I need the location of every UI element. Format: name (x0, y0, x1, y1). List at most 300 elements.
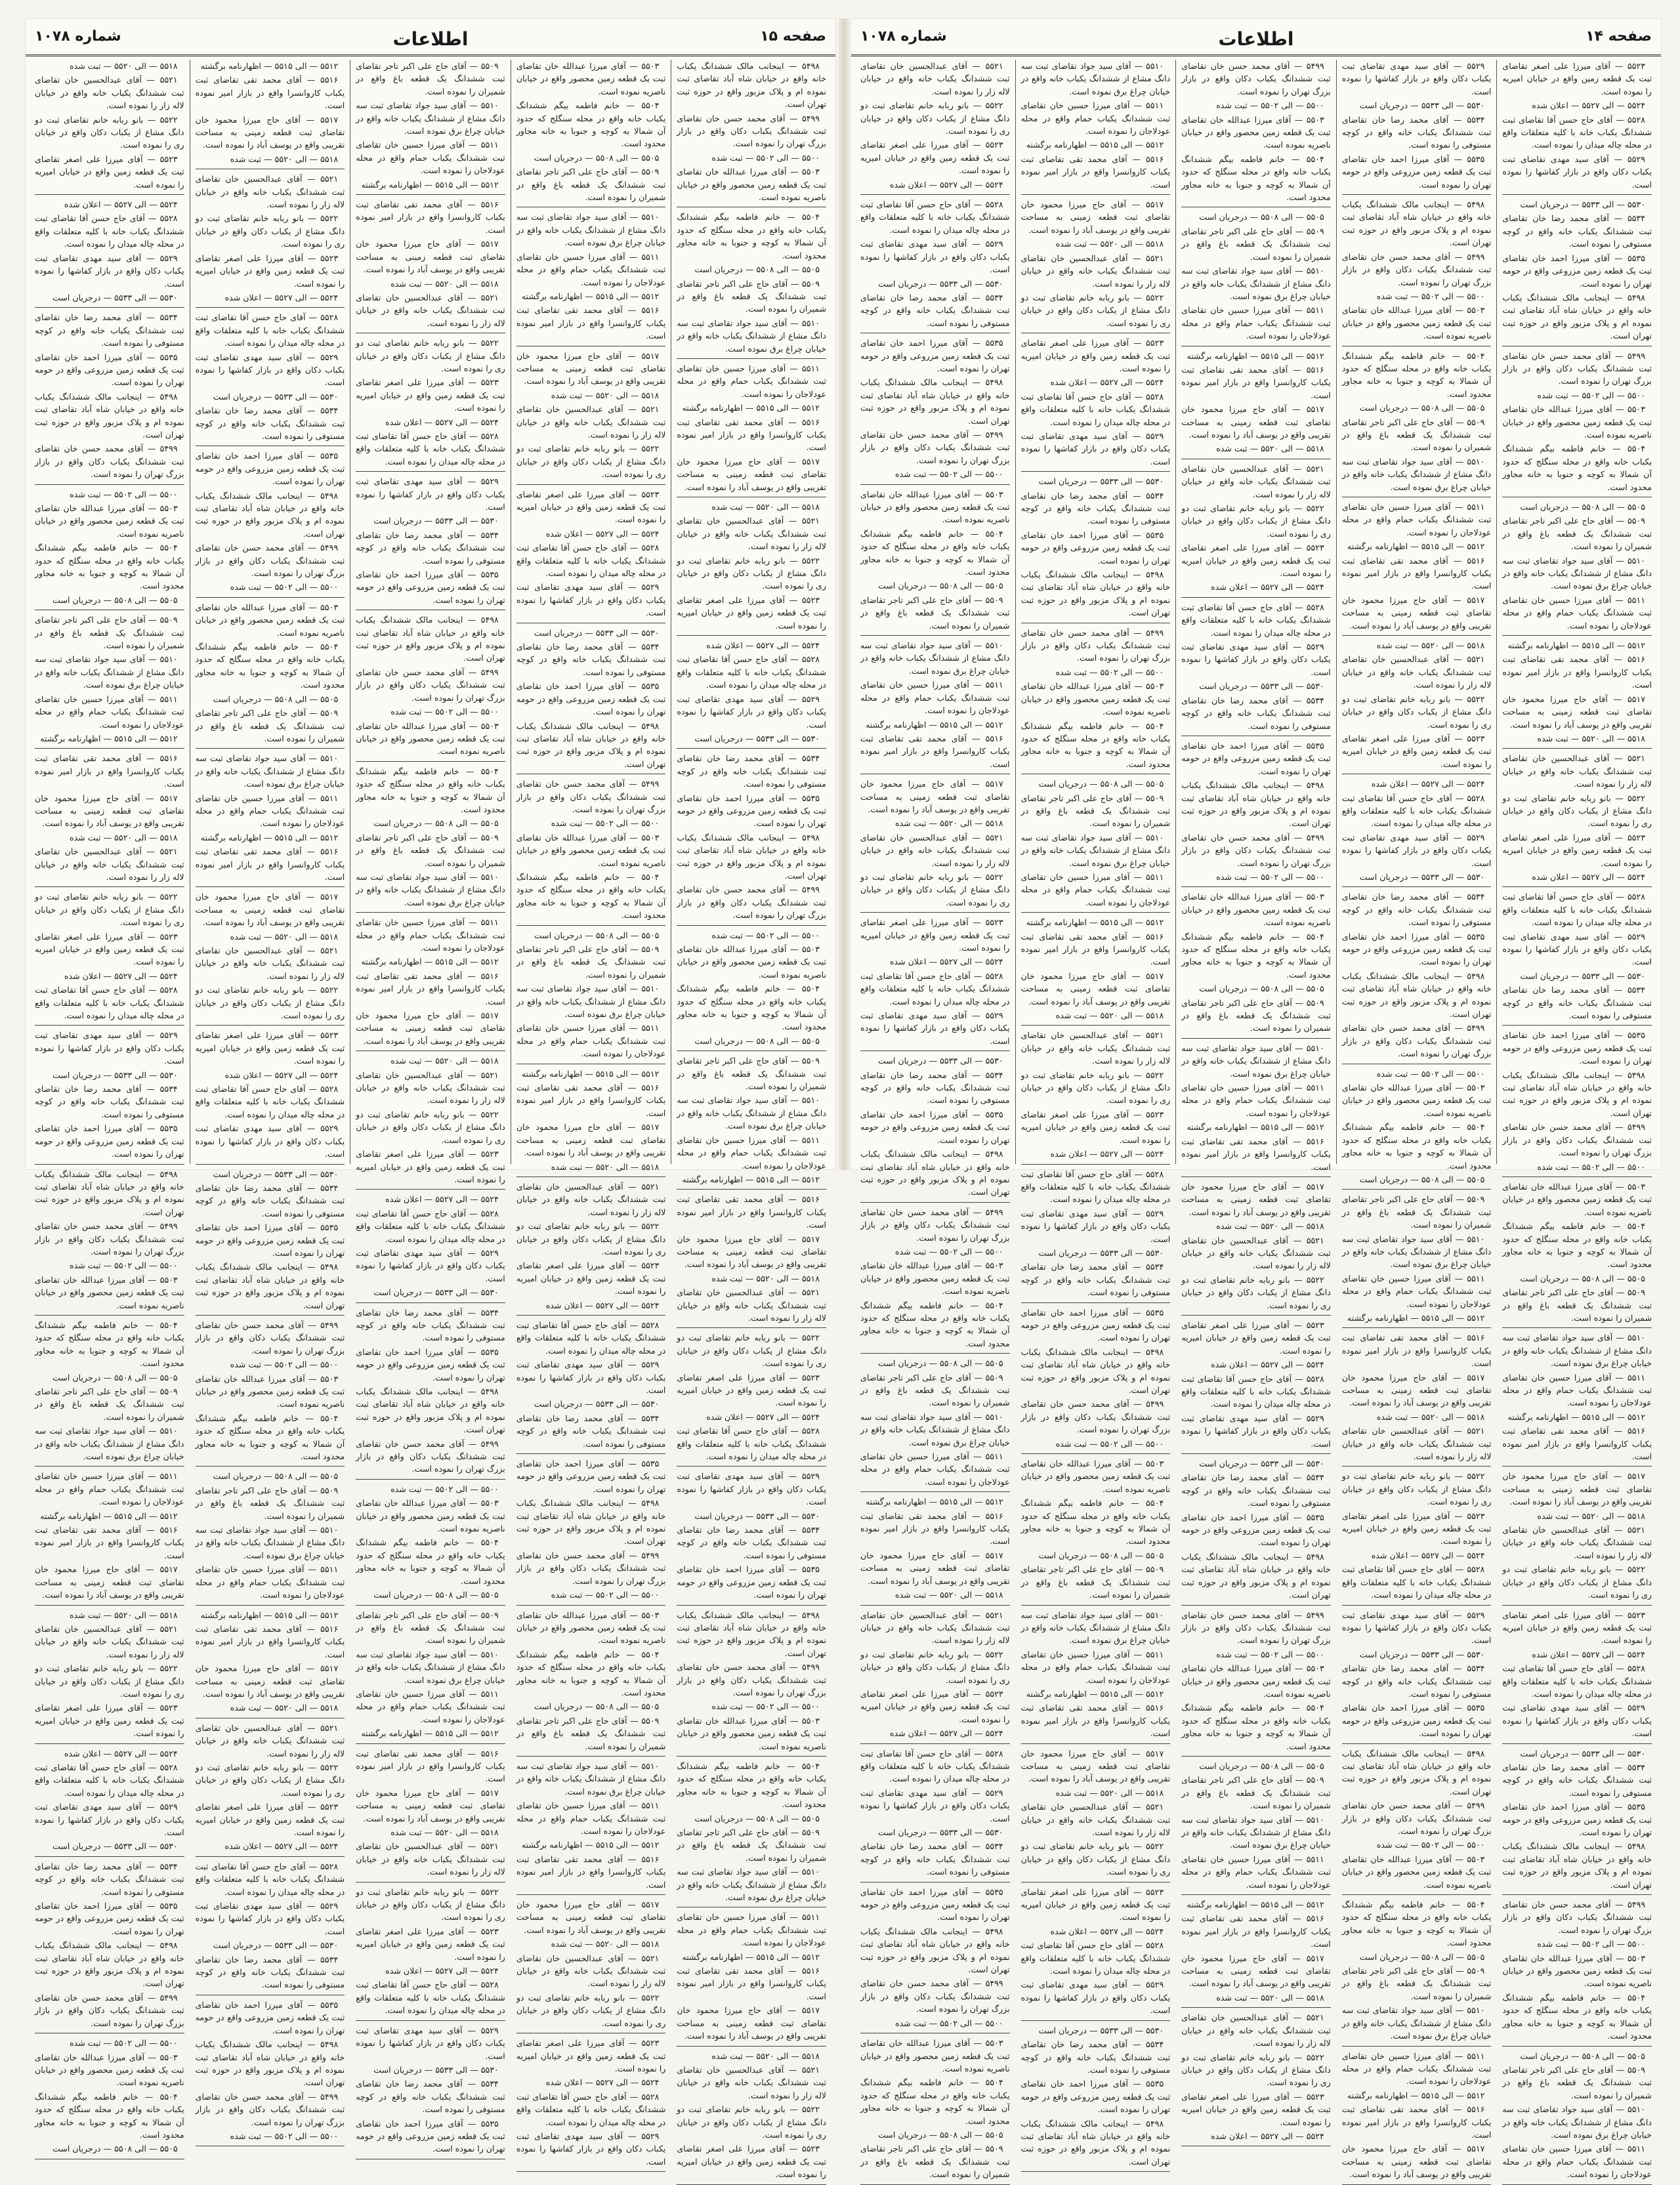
column-rule (677, 748, 826, 749)
notice-paragraph: ۵۵۱۶ — آقای محمد تقی تقاضای ثبت یکباب کاروانسرا واقع در بازار امیر نموده است. (195, 1623, 345, 1659)
notice-paragraph: ۵۵۲۹ — آقای سید مهدی تقاضای ثبت یکباب دکان واقع در بازار کفاشها را نموده است. (195, 1901, 345, 1936)
notice-paragraph: ۵۵۲۸ — آقای حاج حسن آقا تقاضای ثبت ششدانگ یکباب خانه با کلیه متعلقات واقع در محله چاله میدان را نموده است. (860, 199, 1010, 235)
notice-paragraph: ۵۵۱۷ — آقای حاج میرزا محمود خان تقاضای ثبت قطعه زمینی به مساحت تقریبی واقع در یوسف آباد را نموده است. (677, 2005, 826, 2041)
notice-paragraph: ۵۵۲۳ — آقای میرزا علی اصغر تقاضای ثبت یک قطعه زمین واقع در خیابان امیریه را نموده است. (356, 377, 505, 413)
notice-paragraph: ۵۵۲۴ — الی ۵۵۲۷ — اعلان شده (1211, 2131, 1324, 2141)
column-rule (35, 307, 184, 308)
notice-paragraph: ۵۵۳۵ — آقای میرزا احمد خان تقاضای ثبت یک قطعه زمین مزروعی واقع در حومه تهران را نموده است. (860, 338, 1010, 373)
notice-paragraph: ۵۵۲۳ — آقای میرزا علی اصغر تقاضای ثبت یک قطعه زمین واقع در خیابان امیریه را نموده است. (677, 1372, 826, 1408)
column-rule (196, 1856, 345, 1857)
notice-paragraph: ۵۵۱۲ — الی ۵۵۱۵ — اظهارنامه برگشته (682, 403, 820, 413)
notice-paragraph: ۵۵۱۸ — الی ۵۵۲۰ — ثبت شده (711, 502, 820, 512)
notice-paragraph: ۵۵۲۴ — الی ۵۵۲۷ — اعلان شده (64, 970, 178, 981)
notice-paragraph: ۵۴۹۹ — آقای محمد حسن خان تقاضای ثبت ششدانگ یکباب دکان واقع در بازار بزرگ تهران را نموده است. (35, 444, 184, 480)
notice-paragraph: ۵۵۱۶ — آقای محمد تقی تقاضای ثبت یکباب کاروانسرا واقع در بازار امیر نموده است. (1502, 654, 1652, 690)
notice-paragraph: ۵۵۱۷ — آقای حاج میرزا محمود خان تقاضای ثبت قطعه زمینی به مساحت تقریبی واقع در یوسف آباد را نموده است. (1020, 199, 1171, 235)
notice-paragraph: ۵۵۲۳ — آقای میرزا علی اصغر تقاضای ثبت یک قطعه زمین واقع در خیابان امیریه را نموده است. (1341, 733, 1492, 769)
notice-paragraph: ۵۵۰۰ — الی ۵۵۰۲ — ثبت شده (551, 1590, 660, 1600)
notice-paragraph: ۵۵۰۰ — الی ۵۵۰۲ — ثبت شده (390, 1484, 499, 1494)
notice-paragraph: ۵۵۲۸ — آقای حاج حسن آقا تقاضای ثبت ششدانگ یکباب خانه با کلیه متعلقات واقع در محله چاله میدان را نموده است. (516, 543, 666, 579)
notice-paragraph: ۵۵۱۸ — الی ۵۵۲۰ — ثبت شده (711, 1273, 820, 1283)
notice-paragraph: ۵۵۱۶ — آقای محمد تقی تقاضای ثبت یکباب کاروانسرا واقع در بازار امیر نموده است. (516, 305, 666, 341)
notice-paragraph: ۵۵۲۳ — آقای میرزا علی اصغر تقاضای ثبت یک قطعه زمین واقع در خیابان امیریه را نموده است. (677, 594, 826, 631)
notice-paragraph: ۵۵۲۱ — آقای عبدالحسین خان تقاضای ثبت ششدانگ یکباب خانه واقع در خیابان لاله زار را نموده است. (1020, 1802, 1171, 1837)
column-rule (35, 1466, 184, 1467)
column-text (677, 60, 826, 2185)
notice-paragraph: ۵۵۱۲ — الی ۵۵۱۵ — اظهارنامه برگشته (1026, 917, 1164, 928)
notice-paragraph: ۵۵۲۳ — آقای میرزا علی اصغر تقاضای ثبت یک قطعه زمین واقع در خیابان امیریه را نموده است. (1181, 2091, 1331, 2127)
notice-paragraph: ۵۵۳۰ — الی ۵۵۳۳ — درجریان است (1359, 871, 1485, 882)
column-rule (1342, 1327, 1492, 1328)
notice-paragraph: ۵۵۱۱ — آقای میرزا حسین خان تقاضای ثبت ششدانگ یکباب حمام واقع در محله عودلاجان را نموده است. (195, 793, 345, 829)
notice-paragraph: ۵۵۱۷ — آقای حاج میرزا محمود خان تقاضای ثبت قطعه زمینی به مساحت تقریبی واقع در یوسف آباد را نموده است. (356, 239, 505, 275)
notice-paragraph: ۵۵۰۳ — آقای میرزا عبدالله خان تقاضای ثبت یک قطعه زمین محصور واقع در خیابان ناصریه نموده است. (1181, 114, 1331, 150)
notice-paragraph: ۵۵۳۰ — الی ۵۵۳۳ — درجریان است (213, 1940, 339, 1951)
notice-paragraph: ۵۵۱۲ — الی ۵۵۱۵ — اظهارنامه برگشته (361, 957, 499, 967)
notice-paragraph: ۵۵۳۰ — الی ۵۵۳۳ — درجریان است (213, 1169, 339, 1179)
notice-paragraph: ۵۵۲۴ — الی ۵۵۲۷ — اعلان شده (545, 2077, 660, 2088)
notice-paragraph: ۵۵۳۴ — آقای محمد رضا خان تقاضای ثبت ششدانگ یکباب خانه واقع در کوچه مستوفی را نموده است. (35, 312, 184, 348)
notice-paragraph: ۵۵۲۹ — آقای سید مهدی تقاضای ثبت یکباب دکان واقع در بازار کفاشها را نموده است. (677, 1471, 826, 1507)
notice-paragraph: ۵۴۹۹ — آقای محمد حسن خان تقاضای ثبت ششدانگ یکباب دکان واقع در بازار بزرگ تهران را نموده است. (195, 1320, 345, 1356)
notice-paragraph: ۵۵۰۴ — خانم فاطمه بیگم ششدانگ یکباب خانه واقع در محله سنگلج که حدود آن شمالا به کوچه و جنوبا به خانه مجاور محدود است. (860, 1300, 1010, 1348)
column-text (516, 60, 666, 2172)
notice-paragraph: ۵۵۰۵ — الی ۵۵۰۸ — درجریان است (373, 1590, 499, 1600)
notice-paragraph: ۵۵۰۹ — آقای حاج علی اکبر تاجر تقاضای ثبت ششدانگ یک قطعه باغ واقع در شمیران را نموده است. (1020, 1564, 1171, 1600)
notice-paragraph: ۵۴۹۹ — آقای محمد حسن خان تقاضای ثبت ششدانگ یکباب دکان واقع در بازار بزرگ تهران را نموده است. (677, 1662, 826, 1697)
notice-paragraph: ۵۵۳۰ — الی ۵۵۳۳ — درجریان است (52, 1070, 178, 1080)
notice-paragraph: ۵۵۲۲ — بانو ربابه خانم تقاضای ثبت دو دانگ مشاع از یکباب دکان واقع در خیابان ری را نموده است. (356, 1886, 505, 1923)
notice-paragraph: ۵۵۳۰ — الی ۵۵۳۳ — درجریان است (534, 627, 660, 638)
notice-paragraph: ۵۵۰۵ — الی ۵۵۰۸ — درجریان است (1359, 403, 1485, 413)
notice-paragraph: ۵۵۰۴ — خانم فاطمه بیگم ششدانگ یکباب خانه واقع در محله سنگلج که حدود آن شمالا به کوچه و جنوبا به خانه مجاور محدود است. (860, 2077, 1010, 2126)
column-rule (1021, 1882, 1171, 1883)
column-rule (196, 1605, 345, 1606)
notice-paragraph: ۵۵۳۵ — آقای میرزا احمد خان تقاضای ثبت یک قطعه زمین مزروعی واقع در حومه تهران را نموده است. (35, 1901, 184, 1936)
column-rule (677, 1466, 826, 1467)
notice-paragraph: ۵۵۱۶ — آقای محمد تقی تقاضای ثبت یکباب کاروانسرا واقع در بازار امیر نموده است. (1502, 1426, 1652, 1462)
notice-paragraph: ۵۵۲۱ — آقای عبدالحسین خان تقاضای ثبت ششدانگ یکباب خانه واقع در خیابان لاله زار را نموده است. (677, 2064, 826, 2100)
notice-paragraph: ۵۵۰۳ — آقای میرزا عبدالله خان تقاضای ثبت یک قطعه زمین محصور واقع در خیابان ناصریه نموده است. (516, 61, 666, 96)
column-rule (677, 1189, 826, 1190)
notice-paragraph: ۵۵۳۵ — آقای میرزا احمد خان تقاضای ثبت یک قطعه زمین مزروعی واقع در حومه تهران را نموده است. (1341, 154, 1492, 190)
notice-paragraph: ۵۵۱۱ — آقای میرزا حسین خان تقاضای ثبت ششدانگ یکباب حمام واقع در محله عودلاجان را نموده است. (677, 1134, 826, 1171)
notice-paragraph: ۵۵۰۹ — آقای حاج علی اکبر تاجر تقاضای ثبت ششدانگ یک قطعه باغ واقع در شمیران را نموده است. (516, 1715, 666, 1751)
notice-paragraph: ۵۴۹۸ — اینجانب مالک ششدانگ یکباب خانه واقع در خیابان شاه آباد تقاضای ثبت نموده ام و پلاک مزبور واقع در حوزه ثبت تهران است. (195, 490, 345, 539)
notice-paragraph: ۵۵۰۰ — الی ۵۵۰۲ — ثبت شده (1216, 871, 1324, 882)
notice-paragraph: ۵۵۰۵ — الی ۵۵۰۸ — درجریان است (534, 1701, 660, 1712)
notice-paragraph: ۵۵۲۴ — الی ۵۵۲۷ — اعلان شده (545, 528, 660, 539)
notice-paragraph: ۵۵۲۹ — آقای سید مهدی تقاضای ثبت یکباب دکان واقع در بازار کفاشها را نموده است. (1341, 1610, 1492, 1646)
column-rule (1502, 1176, 1652, 1177)
notice-paragraph: ۵۵۱۲ — الی ۵۵۱۵ — اظهارنامه برگشته (361, 179, 499, 190)
notice-paragraph: ۵۵۳۵ — آقای میرزا احمد خان تقاضای ثبت یک قطعه زمین مزروعی واقع در حومه تهران را نموده است. (1181, 740, 1331, 776)
notice-paragraph: ۵۵۰۰ — الی ۵۵۰۲ — ثبت شده (1055, 1438, 1164, 1449)
notice-paragraph: ۵۵۱۰ — آقای سید جواد تقاضای ثبت سه دانگ مشاع از ششدانگ یکباب خانه واقع در خیابان چراغ برق نموده است. (35, 654, 184, 690)
notice-paragraph: ۵۵۳۰ — الی ۵۵۳۳ — درجریان است (694, 733, 820, 743)
column-rule (1181, 1453, 1331, 1454)
column-rule (1342, 1189, 1492, 1190)
notice-paragraph: ۵۵۱۰ — آقای سید جواد تقاضای ثبت سه دانگ مشاع از ششدانگ یکباب خانه واقع در خیابان چراغ برق نموده است. (1181, 1043, 1331, 1079)
column-rule (35, 1025, 184, 1026)
notice-paragraph: ۵۵۳۴ — آقای محمد رضا خان تقاضای ثبت ششدانگ یکباب خانه واقع در کوچه مستوفی را نموده است. (677, 1525, 826, 1560)
notice-paragraph: ۵۵۲۴ — الی ۵۵۲۷ — اعلان شده (1211, 1360, 1324, 1370)
notice-paragraph: ۵۵۱۲ — الی ۵۵۱۵ — اظهارنامه برگشته (1347, 1312, 1485, 1323)
notice-paragraph: ۵۵۰۴ — خانم فاطمه بیگم ششدانگ یکباب خانه واقع در محله سنگلج که حدود آن شمالا به کوچه و جنوبا به خانه مجاور محدود است. (356, 1537, 505, 1586)
notice-paragraph: ۵۴۹۹ — آقای محمد حسن خان تقاضای ثبت ششدانگ یکباب دکان واقع در بازار بزرگ تهران را نموده است. (860, 1207, 1010, 1243)
notice-paragraph: ۵۵۱۶ — آقای محمد تقی تقاضای ثبت یکباب کاروانسرا واقع در بازار امیر نموده است. (860, 733, 1010, 769)
notice-paragraph: ۵۵۲۸ — آقای حاج حسن آقا تقاضای ثبت ششدانگ یکباب خانه با کلیه متعلقات واقع در محله چاله میدان را نموده است. (195, 1861, 345, 1897)
notice-paragraph: ۵۵۳۵ — آقای میرزا احمد خان تقاضای ثبت یک قطعه زمین مزروعی واقع در حومه تهران را نموده است. (195, 451, 345, 487)
column-rule (196, 748, 345, 749)
notice-paragraph: ۵۵۲۲ — بانو ربابه خانم تقاضای ثبت دو دانگ مشاع از یکباب دکان واقع در خیابان ری را نموده است. (1341, 694, 1492, 730)
notice-paragraph: ۵۵۱۶ — آقای محمد تقی تقاضای ثبت یکباب کاروانسرا واقع در بازار امیر نموده است. (195, 846, 345, 882)
notice-paragraph: ۵۴۹۹ — آقای محمد حسن خان تقاضای ثبت ششدانگ یکباب دکان واقع در بازار بزرگ تهران را نموده است. (356, 667, 505, 703)
notice-paragraph: ۵۵۲۳ — آقای میرزا علی اصغر تقاضای ثبت یک قطعه زمین واقع در خیابان امیریه را نموده است. (1502, 1610, 1652, 1646)
column-rule (356, 761, 505, 762)
column-rule (196, 886, 345, 887)
notice-paragraph: ۵۵۱۰ — آقای سید جواد تقاضای ثبت سه دانگ مشاع از ششدانگ یکباب خانه واقع در خیابان چراغ برق نموده است. (677, 1867, 826, 1903)
notice-paragraph: ۵۵۳۴ — آقای محمد رضا خان تقاضای ثبت ششدانگ یکباب خانه واقع در کوچه مستوفی را نموده است. (1341, 114, 1492, 150)
notice-paragraph: ۵۵۳۰ — الی ۵۵۳۳ — درجریان است (878, 1056, 1003, 1066)
notice-paragraph: ۵۵۲۸ — آقای حاج حسن آقا تقاضای ثبت ششدانگ یکباب خانه با کلیه متعلقات واقع در محله چاله میدان را نموده است. (1020, 1940, 1171, 1976)
column-rule (35, 1605, 184, 1606)
notice-paragraph: ۵۵۳۴ — آقای محمد رضا خان تقاضای ثبت ششدانگ یکباب خانه واقع در کوچه مستوفی را نموده است. (860, 1070, 1010, 1106)
column-rule (1181, 886, 1331, 887)
notice-paragraph: ۵۵۳۵ — آقای میرزا احمد خان تقاضای ثبت یک قطعه زمین مزروعی واقع در حومه تهران را نموده است. (195, 1222, 345, 1258)
column-text (196, 60, 345, 2146)
column-set (855, 60, 1657, 2180)
notice-paragraph: ۵۵۲۹ — آقای سید مهدی تقاضای ثبت یکباب دکان واقع در بازار کفاشها را نموده است. (1181, 642, 1331, 677)
column-rule (677, 358, 826, 359)
notice-paragraph: ۵۵۰۴ — خانم فاطمه بیگم ششدانگ یکباب خانه واقع در محله سنگلج که حدود آن شمالا به کوچه و جنوبا به خانه مجاور محدود است. (1341, 1122, 1492, 1171)
notice-paragraph: ۵۵۲۲ — بانو ربابه خانم تقاضای ثبت دو دانگ مشاع از یکباب دکان واقع در خیابان ری را نموده است. (860, 871, 1010, 907)
notice-paragraph: ۵۵۰۳ — آقای میرزا عبدالله خان تقاضای ثبت یک قطعه زمین محصور واقع در خیابان ناصریه نموده است. (1341, 1854, 1492, 1890)
notice-paragraph: ۵۵۰۹ — آقای حاج علی اکبر تاجر تقاضای ثبت ششدانگ یک قطعه باغ واقع در شمیران را نموده است. (356, 1610, 505, 1646)
notice-paragraph: ۵۵۱۱ — آقای میرزا حسین خان تقاضای ثبت ششدانگ یکباب حمام واقع در محله عودلاجان را نموده است. (356, 140, 505, 176)
notice-paragraph: ۵۵۳۵ — آقای میرزا احمد خان تقاضای ثبت یک قطعه زمین مزروعی واقع در حومه تهران را نموده است. (860, 1109, 1010, 1145)
notice-paragraph: ۵۵۱۱ — آقای میرزا حسین خان تقاضای ثبت ششدانگ یکباب حمام واقع در محله عودلاجان را نموده است. (677, 1912, 826, 1948)
notice-paragraph: ۵۵۱۱ — آقای میرزا حسین خان تقاضای ثبت ششدانگ یکباب حمام واقع در محله عودلاجان را نموده است. (1020, 871, 1171, 907)
column-rule (1342, 2184, 1492, 2185)
notice-paragraph: ۵۵۱۲ — الی ۵۵۱۵ — اظهارنامه برگشته (1507, 1411, 1645, 1422)
notice-paragraph: ۵۵۱۷ — آقای حاج میرزا محمود خان تقاضای ثبت قطعه زمینی به مساحت تقریبی واقع در یوسف آباد را نموده است. (1020, 1748, 1171, 1784)
notice-paragraph: ۵۵۳۵ — آقای میرزا احمد خان تقاضای ثبت یک قطعه زمین مزروعی واقع در حومه تهران را نموده است. (516, 681, 666, 717)
notice-paragraph: ۵۵۰۵ — الی ۵۵۰۸ — درجریان است (52, 594, 178, 605)
notice-paragraph: ۵۵۲۹ — آقای سید مهدی تقاضای ثبت یکباب دکان واقع در بازار کفاشها را نموده است. (1020, 1980, 1171, 2016)
notice-paragraph: ۵۵۳۵ — آقای میرزا احمد خان تقاضای ثبت یک قطعه زمین مزروعی واقع در حومه تهران را نموده است. (1181, 1512, 1331, 1548)
notice-paragraph: ۵۵۰۵ — الی ۵۵۰۸ — درجریان است (52, 2144, 178, 2154)
notice-paragraph: ۵۵۲۸ — آقای حاج حسن آقا تقاضای ثبت ششدانگ یکباب خانه با کلیه متعلقات واقع در محله چاله میدان را نموده است. (1181, 602, 1331, 638)
notice-paragraph: ۵۵۰۹ — آقای حاج علی اکبر تاجر تقاضای ثبت ششدانگ یک قطعه باغ واقع در شمیران را نموده است. (1181, 997, 1331, 1033)
column-rule (1021, 1453, 1171, 1454)
column-text (860, 60, 1010, 2185)
notice-paragraph: ۵۴۹۸ — اینجانب مالک ششدانگ یکباب خانه واقع در خیابان شاه آباد تقاضای ثبت نموده ام و پلاک مزبور واقع در حوزه ثبت تهران است. (1502, 1841, 1652, 1890)
notice-paragraph: ۵۵۲۲ — بانو ربابه خانم تقاضای ثبت دو دانگ مشاع از یکباب دکان واقع در خیابان ری را نموده است. (1502, 793, 1652, 829)
notice-paragraph: ۵۵۰۳ — آقای میرزا عبدالله خان تقاضای ثبت یک قطعه زمین محصور واقع در خیابان ناصریه نموده است. (1502, 1181, 1652, 1217)
notice-paragraph: ۵۵۱۲ — الی ۵۵۱۵ — اظهارنامه برگشته (200, 1610, 339, 1620)
notice-paragraph: ۵۵۲۲ — بانو ربابه خانم تقاضای ثبت دو دانگ مشاع از یکباب دکان واقع در خیابان ری را نموده است. (1181, 1274, 1331, 1310)
notice-paragraph: ۵۵۲۱ — آقای عبدالحسین خان تقاضای ثبت ششدانگ یکباب خانه واقع در خیابان لاله زار را نموده است. (35, 846, 184, 882)
notice-paragraph: ۵۵۰۳ — آقای میرزا عبدالله خان تقاضای ثبت یک قطعه زمین محصور واقع در خیابان ناصریه نموده است. (195, 602, 345, 638)
notice-paragraph: ۵۵۱۰ — آقای سید جواد تقاضای ثبت سه دانگ مشاع از ششدانگ یکباب خانه واقع در خیابان چراغ برق نموده است. (195, 1525, 345, 1560)
column-rule (35, 1743, 184, 1744)
notice-paragraph: ۵۵۰۰ — الی ۵۵۰۲ — ثبت شده (230, 2131, 339, 2141)
notice-paragraph: ۵۵۲۹ — آقای سید مهدی تقاضای ثبت یکباب دکان واقع در بازار کفاشها را نموده است. (195, 352, 345, 388)
notice-paragraph: ۵۵۲۹ — آقای سید مهدی تقاضای ثبت یکباب دکان واقع در بازار کفاشها را نموده است. (356, 476, 505, 512)
notice-paragraph: ۵۵۱۲ — الی ۵۵۱۵ — اظهارنامه برگشته (521, 291, 660, 301)
notice-paragraph: ۵۵۲۱ — آقای عبدالحسین خان تقاضای ثبت ششدانگ یکباب خانه واقع در خیابان لاله زار را نموده است. (35, 75, 184, 111)
notice-paragraph: ۵۵۲۱ — آقای عبدالحسین خان تقاضای ثبت ششدانگ یکباب خانه واقع در خیابان لاله زار را نموده است. (516, 1953, 666, 1989)
notice-paragraph: ۵۵۰۴ — خانم فاطمه بیگم ششدانگ یکباب خانه واقع در محله سنگلج که حدود آن شمالا به کوچه و جنوبا به خانه مجاور محدود است. (1502, 444, 1652, 492)
notice-paragraph: ۵۵۰۵ — الی ۵۵۰۸ — درجریان است (694, 264, 820, 275)
notice-paragraph: ۵۵۱۸ — الی ۵۵۲۰ — ثبت شده (711, 2050, 820, 2061)
notice-paragraph: ۵۵۳۴ — آقای محمد رضا خان تقاضای ثبت ششدانگ یکباب خانه واقع در کوچه مستوفی را نموده است. (677, 753, 826, 789)
notice-paragraph: ۵۵۳۵ — آقای میرزا احمد خان تقاضای ثبت یک قطعه زمین مزروعی واقع در حومه تهران را نموده است. (1502, 1802, 1652, 1837)
notice-paragraph: ۵۵۲۹ — آقای سید مهدی تقاضای ثبت یکباب دکان واقع در بازار کفاشها را نموده است. (516, 2131, 666, 2167)
notice-paragraph: ۵۵۲۹ — آقای سید مهدی تقاضای ثبت یکباب دکان واقع در بازار کفاشها را نموده است. (1341, 832, 1492, 868)
column-rule (1502, 1605, 1652, 1606)
column-rule (1502, 748, 1652, 749)
notice-paragraph: ۵۴۹۹ — آقای محمد حسن خان تقاضای ثبت ششدانگ یکباب دکان واقع در بازار بزرگ تهران را نموده است. (356, 1438, 505, 1474)
notice-paragraph: ۵۵۰۵ — الی ۵۵۰۸ — درجریان است (878, 581, 1003, 591)
notice-paragraph: ۵۵۱۲ — الی ۵۵۱۵ — اظهارنامه برگشته (682, 1174, 820, 1184)
column-rule (35, 194, 184, 195)
column-rule (356, 2020, 505, 2021)
notice-paragraph: ۵۵۱۱ — آقای میرزا حسین خان تقاضای ثبت ششدانگ یکباب حمام واقع در محله عودلاجان را نموده است. (516, 1023, 666, 1059)
notice-paragraph: ۵۵۲۴ — الی ۵۵۲۷ — اعلان شده (224, 292, 339, 302)
notice-paragraph: ۵۵۲۴ — الی ۵۵۲۷ — اعلان شده (889, 957, 1003, 967)
column-rule (516, 1453, 666, 1454)
column-rule (1181, 597, 1331, 598)
notice-paragraph: ۵۵۱۱ — آقای میرزا حسین خان تقاضای ثبت ششدانگ یکباب حمام واقع در محله عودلاجان را نموده است. (860, 680, 1010, 716)
notice-paragraph: ۵۵۱۸ — الی ۵۵۲۰ — ثبت شده (1537, 733, 1645, 743)
column-text (1502, 60, 1652, 2185)
notice-paragraph: ۵۵۳۴ — آقای محمد رضا خان تقاضای ثبت ششدانگ یکباب خانه واقع در کوچه مستوفی را نموده است. (356, 530, 505, 566)
notice-paragraph: ۵۵۳۴ — آقای محمد رضا خان تقاضای ثبت ششدانگ یکباب خانه واقع در کوچه مستوفی را نموده است. (35, 1861, 184, 1897)
notice-paragraph: ۵۵۰۴ — خانم فاطمه بیگم ششدانگ یکباب خانه واقع در محله سنگلج که حدود آن شمالا به کوچه و جنوبا به خانه مجاور محدود است. (1181, 931, 1331, 980)
column-rule (356, 1302, 505, 1303)
notice-paragraph: ۵۵۰۳ — آقای میرزا عبدالله خان تقاضای ثبت یک قطعه زمین محصور واقع در خیابان ناصریه نموده است. (35, 1274, 184, 1310)
notice-paragraph: ۵۵۳۰ — الی ۵۵۳۳ — درجریان است (373, 516, 499, 526)
notice-paragraph: ۵۵۲۸ — آقای حاج حسن آقا تقاضای ثبت ششدانگ یکباب خانه با کلیه متعلقات واقع در محله چاله میدان را نموده است. (1502, 892, 1652, 928)
column-rule (516, 925, 666, 926)
notice-paragraph: ۵۵۱۶ — آقای محمد تقی تقاضای ثبت یکباب کاروانسرا واقع در بازار امیر نموده است. (195, 75, 345, 111)
notice-paragraph: ۵۵۳۴ — آقای محمد رضا خان تقاضای ثبت ششدانگ یکباب خانه واقع در کوچه مستوفی را نموده است. (1181, 1472, 1331, 1509)
notice-paragraph: ۵۵۲۸ — آقای حاج حسن آقا تقاضای ثبت ششدانگ یکباب خانه با کلیه متعلقات واقع در محله چاله میدان را نموده است. (860, 1748, 1010, 1784)
notice-paragraph: ۵۵۳۰ — الی ۵۵۳۳ — درجریان است (878, 278, 1003, 289)
notice-paragraph: ۵۴۹۸ — اینجانب مالک ششدانگ یکباب خانه واقع در خیابان شاه آباد تقاضای ثبت نموده ام و پلاک مزبور واقع در حوزه ثبت تهران است. (677, 832, 826, 881)
notice-paragraph: ۵۵۰۴ — خانم فاطمه بیگم ششدانگ یکباب خانه واقع در محله سنگلج که حدود آن شمالا به کوچه و جنوبا به خانه مجاور محدود است. (860, 528, 1010, 577)
notice-paragraph: ۵۵۰۰ — الی ۵۵۰۲ — ثبت شده (1216, 1649, 1324, 1659)
column-rule (1021, 1302, 1171, 1303)
notice-paragraph: ۵۵۳۴ — آقای محمد رضا خان تقاضای ثبت ششدانگ یکباب خانه واقع در کوچه مستوفی را نموده است. (1502, 1762, 1652, 1798)
notice-paragraph: ۵۵۳۵ — آقای میرزا احمد خان تقاضای ثبت یک قطعه زمین مزروعی واقع در حومه تهران را نموده است. (356, 570, 505, 605)
notice-paragraph: ۵۵۱۱ — آقای میرزا حسین خان تقاضای ثبت ششدانگ یکباب حمام واقع در محله عودلاجان را نموده است. (1502, 1372, 1652, 1408)
notice-paragraph: ۵۵۱۶ — آقای محمد تقی تقاضای ثبت یکباب کاروانسرا واقع در بازار امیر نموده است. (516, 1083, 666, 1118)
notice-paragraph: ۵۵۰۵ — الی ۵۵۰۸ — درجریان است (1520, 502, 1645, 512)
column-rule (1342, 886, 1492, 887)
notice-paragraph: ۵۴۹۸ — اینجانب مالک ششدانگ یکباب خانه واقع در خیابان شاه آباد تقاضای ثبت نموده ام و پلاک مزبور واقع در حوزه ثبت تهران است. (356, 615, 505, 663)
notice-paragraph: ۵۵۲۳ — آقای میرزا علی اصغر تقاضای ثبت یک قطعه زمین واقع در خیابان امیریه را نموده است. (860, 140, 1010, 176)
notice-paragraph: ۵۵۱۷ — آقای حاج میرزا محمود خان تقاضای ثبت قطعه زمینی به مساحت تقریبی واقع در یوسف آباد را نموده است. (677, 456, 826, 492)
notice-paragraph: ۵۵۱۶ — آقای محمد تقی تقاضای ثبت یکباب کاروانسرا واقع در بازار امیر نموده است. (677, 1966, 826, 2001)
notice-paragraph: ۵۵۰۳ — آقای میرزا عبدالله خان تقاضای ثبت یک قطعه زمین محصور واقع در خیابان ناصریه نموده است. (1502, 404, 1652, 440)
notice-paragraph: ۵۵۱۰ — آقای سید جواد تقاضای ثبت سه دانگ مشاع از ششدانگ یکباب خانه واقع در خیابان چراغ برق نموده است. (1181, 1814, 1331, 1850)
notice-paragraph: ۵۵۲۳ — آقای میرزا علی اصغر تقاضای ثبت یک قطعه زمین واقع در خیابان امیریه را نموده است. (195, 253, 345, 289)
notice-paragraph: ۵۵۰۰ — الی ۵۵۰۲ — ثبت شده (390, 707, 499, 717)
notice-paragraph: ۵۵۲۲ — بانو ربابه خانم تقاضای ثبت دو دانگ مشاع از یکباب دکان واقع در خیابان ری را نموده است. (516, 1221, 666, 1257)
notice-paragraph: ۵۵۱۰ — آقای سید جواد تقاضای ثبت سه دانگ مشاع از ششدانگ یکباب خانه واقع در خیابان چراغ برق نموده است. (356, 871, 505, 907)
column-rule (1021, 2171, 1171, 2172)
notice-paragraph: ۵۵۲۳ — آقای میرزا علی اصغر تقاضای ثبت یک قطعه زمین واقع در خیابان امیریه را نموده است. (1181, 1320, 1331, 1356)
column-rule (1342, 635, 1492, 636)
notice-paragraph: ۵۵۳۰ — الی ۵۵۳۳ — درجریان است (1038, 1247, 1164, 1258)
notice-paragraph: ۵۵۳۴ — آقای محمد رضا خان تقاضای ثبت ششدانگ یکباب خانه واقع در کوچه مستوفی را نموده است. (516, 1413, 666, 1449)
notice-paragraph: ۵۵۳۴ — آقای محمد رضا خان تقاضای ثبت ششدانگ یکباب خانه واقع در کوچه مستوفی را نموده است. (1502, 213, 1652, 249)
notice-paragraph: ۵۴۹۸ — اینجانب مالک ششدانگ یکباب خانه واقع در خیابان شاه آباد تقاضای ثبت نموده ام و پلاک مزبور واقع در حوزه ثبت تهران است. (1020, 2118, 1171, 2167)
column-rule (1181, 1315, 1331, 1316)
notice-paragraph: ۵۵۲۱ — آقای عبدالحسین خان تقاضای ثبت ششدانگ یکباب خانه واقع در خیابان لاله زار را نموده است. (860, 832, 1010, 868)
column-rule (1502, 886, 1652, 887)
notice-paragraph: ۵۵۳۰ — الی ۵۵۳۳ — درجریان است (1520, 1748, 1645, 1758)
notice-paragraph: ۵۵۰۹ — آقای حاج علی اکبر تاجر تقاضای ثبت ششدانگ یک قطعه باغ واقع در شمیران را نموده است. (1502, 516, 1652, 552)
notice-paragraph: ۵۵۰۰ — الی ۵۵۰۲ — ثبت شده (70, 1260, 178, 1271)
notice-paragraph: ۵۵۲۸ — آقای حاج حسن آقا تقاضای ثبت ششدانگ یکباب خانه با کلیه متعلقات واقع در محله چاله میدان را نموده است. (860, 970, 1010, 1007)
notice-paragraph: ۵۴۹۸ — اینجانب مالک ششدانگ یکباب خانه واقع در خیابان شاه آباد تقاضای ثبت نموده ام و پلاک مزبور واقع در حوزه ثبت تهران است. (1341, 1748, 1492, 1797)
notice-paragraph: ۵۵۲۸ — آقای حاج حسن آقا تقاضای ثبت ششدانگ یکباب خانه با کلیه متعلقات واقع در محله چاله میدان را نموده است. (516, 1320, 666, 1356)
notice-paragraph: ۵۴۹۸ — اینجانب مالک ششدانگ یکباب خانه واقع در خیابان شاه آباد تقاضای ثبت نموده ام و پلاک مزبور واقع در حوزه ثبت تهران است. (860, 377, 1010, 426)
notice-paragraph: ۵۵۰۴ — خانم فاطمه بیگم ششدانگ یکباب خانه واقع در محله سنگلج که حدود آن شمالا به کوچه و جنوبا به خانه مجاور محدود است. (516, 1649, 666, 1697)
column-rule (516, 2171, 666, 2172)
notice-paragraph: ۵۵۱۱ — آقای میرزا حسین خان تقاضای ثبت ششدانگ یکباب حمام واقع در محله عودلاجان را نموده است. (1020, 100, 1171, 136)
notice-paragraph: ۵۵۰۴ — خانم فاطمه بیگم ششدانگ یکباب خانه واقع در محله سنگلج که حدود آن شمالا به کوچه و جنوبا به خانه مجاور محدود است. (35, 1320, 184, 1369)
notice-paragraph: ۵۴۹۹ — آقای محمد حسن خان تقاضای ثبت ششدانگ یکباب دکان واقع در بازار بزرگ تهران را نموده است. (677, 884, 826, 921)
notice-paragraph: ۵۵۳۵ — آقای میرزا احمد خان تقاضای ثبت یک قطعه زمین مزروعی واقع در حومه تهران را نموده است. (1502, 1030, 1652, 1066)
notice-paragraph: ۵۵۲۳ — آقای میرزا علی اصغر تقاضای ثبت یک قطعه زمین واقع در خیابان امیریه را نموده است. (1502, 832, 1652, 868)
notice-paragraph: ۵۵۲۱ — آقای عبدالحسین خان تقاضای ثبت ششدانگ یکباب خانه واقع در خیابان لاله زار را نموده است. (677, 1287, 826, 1323)
notice-paragraph: ۵۵۲۲ — بانو ربابه خانم تقاضای ثبت دو دانگ مشاع از یکباب دکان واقع در خیابان ری را نموده است. (1341, 1471, 1492, 1507)
notice-paragraph: ۵۵۱۲ — الی ۵۵۱۵ — اظهارنامه برگشته (200, 832, 339, 843)
column-rule (677, 1605, 826, 1606)
notice-paragraph: ۵۵۲۳ — آقای میرزا علی اصغر تقاضای ثبت یک قطعه زمین واقع در خیابان امیریه را نموده است. (860, 917, 1010, 953)
notice-paragraph: ۵۵۳۴ — آقای محمد رضا خان تقاضای ثبت ششدانگ یکباب خانه واقع در کوچه مستوفی را نموده است. (860, 1841, 1010, 1877)
notice-paragraph: ۵۵۰۹ — آقای حاج علی اکبر تاجر تقاضای ثبت ششدانگ یک قطعه باغ واقع در شمیران را نموده است. (516, 944, 666, 980)
column-rule (356, 194, 505, 195)
notice-paragraph: ۵۵۱۲ — الی ۵۵۱۵ — اظهارنامه برگشته (521, 1068, 660, 1079)
notice-paragraph: ۵۵۱۶ — آقای محمد تقی تقاضای ثبت یکباب کاروانسرا واقع در بازار امیر نموده است. (1181, 364, 1331, 400)
notice-paragraph: ۵۵۱۷ — آقای حاج میرزا محمود خان تقاضای ثبت قطعه زمینی به مساحت تقریبی واقع در یوسف آباد را نموده است. (1502, 1471, 1652, 1507)
notice-paragraph: ۵۵۰۴ — خانم فاطمه بیگم ششدانگ یکباب خانه واقع در محله سنگلج که حدود آن شمالا به کوچه و جنوبا به خانه مجاور محدود است. (1341, 1900, 1492, 1948)
notice-paragraph: ۵۵۰۰ — الی ۵۵۰۲ — ثبت شده (1376, 291, 1485, 301)
notice-paragraph: ۵۵۱۸ — الی ۵۵۲۰ — ثبت شده (390, 1827, 499, 1837)
notice-paragraph: ۵۵۲۱ — آقای عبدالحسین خان تقاضای ثبت ششدانگ یکباب خانه واقع در خیابان لاله زار را نموده است. (356, 292, 505, 328)
newspaper-page-15 (25, 18, 836, 2180)
column-rule (35, 886, 184, 887)
notice-paragraph: ۵۵۲۹ — آقای سید مهدی تقاضای ثبت یکباب دکان واقع در بازار کفاشها را نموده است. (1020, 430, 1171, 467)
column-rule (35, 1856, 184, 1857)
notice-paragraph: ۵۵۱۰ — آقای سید جواد تقاضای ثبت سه دانگ مشاع از ششدانگ یکباب خانه واقع در خیابان چراغ برق نموده است. (1020, 61, 1171, 96)
notice-paragraph: ۵۴۹۹ — آقای محمد حسن خان تقاضای ثبت ششدانگ یکباب دکان واقع در بازار بزرگ تهران را نموده است. (677, 113, 826, 149)
notice-paragraph: ۵۵۲۴ — الی ۵۵۲۷ — اعلان شده (224, 1070, 339, 1080)
notice-paragraph: ۵۵۰۴ — خانم فاطمه بیگم ششدانگ یکباب خانه واقع در محله سنگلج که حدود آن شمالا به کوچه و جنوبا به خانه مجاور محدود است. (1502, 1992, 1652, 2041)
column-rule (1181, 1038, 1331, 1039)
notice-paragraph: ۵۵۱۰ — آقای سید جواد تقاضای ثبت سه دانگ مشاع از ششدانگ یکباب خانه واقع در خیابان چراغ برق نموده است. (677, 318, 826, 354)
notice-paragraph: ۵۵۳۵ — آقای میرزا احمد خان تقاضای ثبت یک قطعه زمین مزروعی واقع در حومه تهران را نموده است. (677, 1564, 826, 1600)
notice-paragraph: ۵۵۲۹ — آقای سید مهدی تقاضای ثبت یکباب دکان واقع در بازار کفاشها را نموده است. (1502, 1703, 1652, 1739)
notice-paragraph: ۵۴۹۹ — آقای محمد حسن خان تقاضای ثبت ششدانگ یکباب دکان واقع در بازار بزرگ تهران را نموده است. (860, 1978, 1010, 2014)
notice-paragraph: ۵۵۲۹ — آقای سید مهدی تقاضای ثبت یکباب دکان واقع در بازار کفاشها را نموده است. (195, 1123, 345, 1159)
column-rule (677, 2184, 826, 2185)
notice-paragraph: ۵۵۲۲ — بانو ربابه خانم تقاضای ثبت دو دانگ مشاع از یکباب دکان واقع در خیابان ری را نموده است. (1020, 1841, 1171, 1877)
notice-paragraph: ۵۵۰۳ — آقای میرزا عبدالله خان تقاضای ثبت یک قطعه زمین محصور واقع در خیابان ناصریه نموده است. (356, 720, 505, 757)
notice-paragraph: ۵۵۰۹ — آقای حاج علی اکبر تاجر تقاضای ثبت ششدانگ یک قطعه باغ واقع در شمیران را نموده است. (1020, 793, 1171, 829)
notice-paragraph: ۵۵۲۴ — الی ۵۵۲۷ — اعلان شده (1532, 1649, 1645, 1659)
notice-paragraph: ۵۵۰۵ — الی ۵۵۰۸ — درجریان است (373, 818, 499, 829)
notice-paragraph: ۵۵۱۲ — الی ۵۵۱۵ — اظهارنامه برگشته (361, 1728, 499, 1739)
issue-number: شماره ۱۰۷۸ (860, 28, 947, 45)
notice-paragraph: ۵۵۰۵ — الی ۵۵۰۸ — درجریان است (1199, 984, 1324, 994)
notice-paragraph: ۵۵۱۸ — الی ۵۵۲۰ — ثبت شده (895, 818, 1003, 829)
notice-paragraph: ۵۵۱۷ — آقای حاج میرزا محمود خان تقاضای ثبت قطعه زمینی به مساحت تقریبی واقع در یوسف آباد را نموده است. (35, 793, 184, 829)
column-rule (516, 1894, 666, 1895)
column-rule (860, 484, 1010, 485)
page-label: صفحه ۱۵ (760, 28, 826, 45)
notice-paragraph: ۵۵۰۹ — آقای حاج علی اکبر تاجر تقاضای ثبت ششدانگ یک قطعه باغ واقع در شمیران را نموده است. (516, 167, 666, 203)
column-rule (1181, 2007, 1331, 2008)
column-rule (1021, 194, 1171, 195)
notice-paragraph: ۵۵۱۰ — آقای سید جواد تقاضای ثبت سه دانگ مشاع از ششدانگ یکباب خانه واقع در خیابان چراغ برق نموده است. (1502, 1333, 1652, 1369)
column-rule (1181, 1176, 1331, 1177)
notice-paragraph: ۵۵۱۶ — آقای محمد تقی تقاضای ثبت یکباب کاروانسرا واقع در بازار امیر نموده است. (1020, 931, 1171, 967)
notice-paragraph: ۵۵۲۲ — بانو ربابه خانم تقاضای ثبت دو دانگ مشاع از یکباب دکان واقع در خیابان ری را نموده است. (356, 1109, 505, 1145)
notice-paragraph: ۵۵۳۴ — آقای محمد رضا خان تقاضای ثبت ششدانگ یکباب خانه واقع در کوچه مستوفی را نموده است. (1502, 985, 1652, 1021)
notice-paragraph: ۵۵۳۵ — آقای میرزا احمد خان تقاضای ثبت یک قطعه زمین مزروعی واقع در حومه تهران را نموده است. (35, 352, 184, 388)
notice-paragraph: ۵۵۱۷ — آقای حاج میرزا محمود خان تقاضای ثبت قطعه زمینی به مساحت تقریبی واقع در یوسف آباد را نموده است. (35, 1564, 184, 1600)
notice-paragraph: ۵۵۲۸ — آقای حاج حسن آقا تقاضای ثبت ششدانگ یکباب خانه با کلیه متعلقات واقع در محله چاله میدان را نموده است. (1020, 391, 1171, 427)
notice-paragraph: ۵۵۲۲ — بانو ربابه خانم تقاضای ثبت دو دانگ مشاع از یکباب دکان واقع در خیابان ری را نموده است. (1181, 503, 1331, 539)
notice-paragraph: ۵۵۰۴ — خانم فاطمه بیگم ششدانگ یکباب خانه واقع در محله سنگلج که حدود آن شمالا به کوچه و جنوبا به خانه مجاور محدود است. (677, 984, 826, 1032)
notice-paragraph: ۵۵۱۸ — الی ۵۵۲۰ — ثبت شده (230, 931, 339, 942)
notice-paragraph: ۵۵۲۴ — الی ۵۵۲۷ — اعلان شده (385, 417, 499, 427)
notice-paragraph: ۵۴۹۹ — آقای محمد حسن خان تقاضای ثبت ششدانگ یکباب دکان واقع در بازار بزرگ تهران را نموده است. (1341, 251, 1492, 287)
notice-paragraph: ۵۵۱۷ — آقای حاج میرزا محمود خان تقاضای ثبت قطعه زمینی به مساحت تقریبی واقع در یوسف آباد را نموده است. (1341, 594, 1492, 631)
notice-paragraph: ۵۵۰۵ — الی ۵۵۰۸ — درجریان است (213, 1471, 339, 1482)
column-text (1181, 60, 1331, 2146)
notice-paragraph: ۵۵۱۶ — آقای محمد تقی تقاضای ثبت یکباب کاروانسرا واقع در بازار امیر نموده است. (860, 1510, 1010, 1547)
notice-paragraph: ۵۴۹۹ — آقای محمد حسن خان تقاضای ثبت ششدانگ یکباب دکان واقع در بازار بزرگ تهران را نموده است. (195, 543, 345, 579)
notice-paragraph: ۵۵۱۰ — آقای سید جواد تقاضای ثبت سه دانگ مشاع از ششدانگ یکباب خانه واقع در خیابان چراغ برق نموده است. (195, 753, 345, 789)
notice-paragraph: ۵۵۲۲ — بانو ربابه خانم تقاضای ثبت دو دانگ مشاع از یکباب دکان واقع در خیابان ری را نموده است. (1020, 292, 1171, 328)
notice-paragraph: ۵۵۰۳ — آقای میرزا عبدالله خان تقاضای ثبت یک قطعه زمین محصور واقع در خیابان ناصریه نموده است. (516, 832, 666, 868)
notice-paragraph: ۵۵۱۱ — آقای میرزا حسین خان تقاضای ثبت ششدانگ یکباب حمام واقع در محله عودلاجان را نموده است. (356, 917, 505, 953)
notice-paragraph: ۵۵۱۶ — آقای محمد تقی تقاضای ثبت یکباب کاروانسرا واقع در بازار امیر نموده است. (356, 199, 505, 235)
notice-paragraph: ۵۵۱۶ — آقای محمد تقی تقاضای ثبت یکباب کاروانسرا واقع در بازار امیر نموده است. (1341, 1333, 1492, 1369)
notice-paragraph: ۵۵۰۳ — آقای میرزا عبدالله خان تقاضای ثبت یک قطعه زمین محصور واقع در خیابان ناصریه نموده است. (1341, 305, 1492, 341)
notice-paragraph: ۵۵۰۳ — آقای میرزا عبدالله خان تقاضای ثبت یک قطعه زمین محصور واقع در خیابان ناصریه نموده است. (1502, 1953, 1652, 1989)
column-rule (1342, 2046, 1492, 2047)
notice-paragraph: ۵۵۲۲ — بانو ربابه خانم تقاضای ثبت دو دانگ مشاع از یکباب دکان واقع در خیابان ری را نموده است. (356, 338, 505, 373)
notice-paragraph: ۵۵۲۳ — آقای میرزا علی اصغر تقاضای ثبت یک قطعه زمین واقع در خیابان امیریه را نموده است. (677, 2144, 826, 2180)
notice-paragraph: ۵۵۰۹ — آقای حاج علی اکبر تاجر تقاضای ثبت ششدانگ یک قطعه باغ واقع در شمیران را نموده است. (35, 1386, 184, 1422)
notice-paragraph: ۵۵۱۲ — الی ۵۵۱۵ — اظهارنامه برگشته (1347, 541, 1485, 552)
notice-paragraph: ۵۵۱۰ — آقای سید جواد تقاضای ثبت سه دانگ مشاع از ششدانگ یکباب خانه واقع در خیابان چراغ برق نموده است. (516, 984, 666, 1020)
notice-paragraph: ۵۵۰۰ — الی ۵۵۰۲ — ثبت شده (895, 2018, 1003, 2028)
notice-paragraph: ۵۵۲۸ — آقای حاج حسن آقا تقاضای ثبت ششدانگ یکباب خانه با کلیه متعلقات واقع در محله چاله میدان را نموده است. (35, 1762, 184, 1798)
notice-paragraph: ۵۵۰۹ — آقای حاج علی اکبر تاجر تقاضای ثبت ششدانگ یک قطعه باغ واقع در شمیران را نموده است. (35, 615, 184, 651)
notice-paragraph: ۵۵۲۴ — الی ۵۵۲۷ — اعلان شده (889, 1728, 1003, 1739)
notice-paragraph: ۵۵۳۴ — آقای محمد رضا خان تقاضای ثبت ششدانگ یکباب خانه واقع در کوچه مستوفی را نموده است. (35, 1084, 184, 1119)
